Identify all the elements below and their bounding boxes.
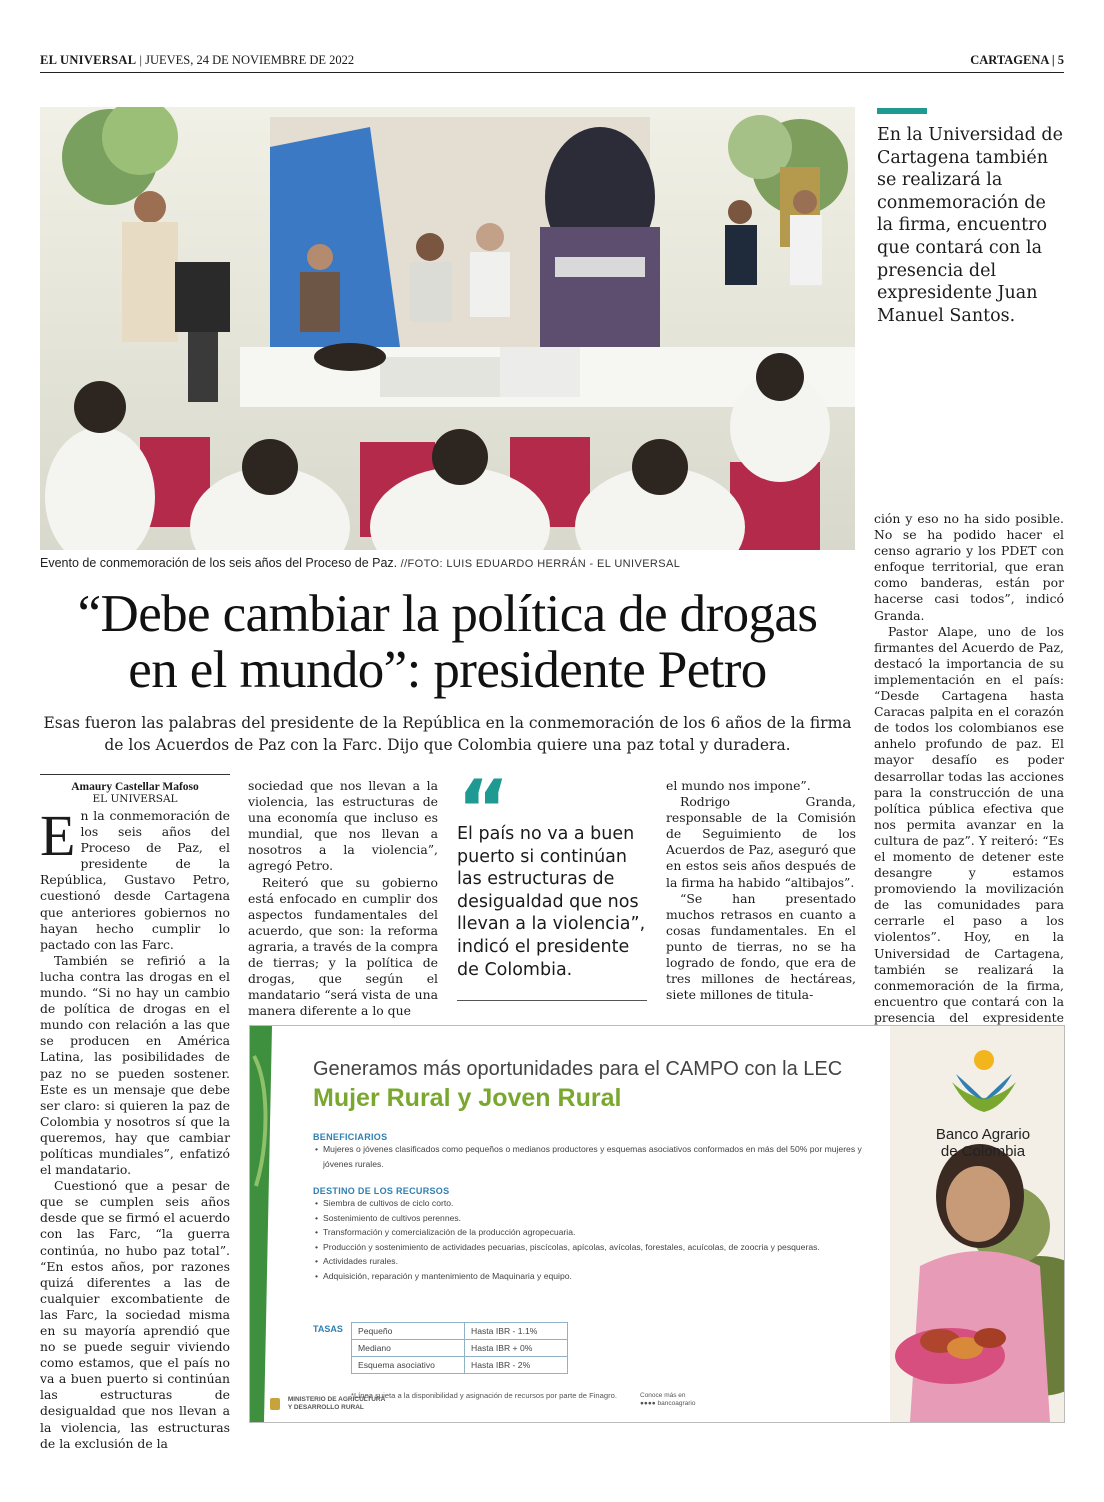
list-item: • Adquisición, reparación y mantenimiento de Maquinaria y equipo.: [323, 1269, 883, 1284]
ministry-credit: MINISTERIO DE AGRICULTURA Y DESARROLLO RURAL: [270, 1396, 385, 1411]
table-row: Mediano Hasta IBR + 0%: [352, 1340, 568, 1357]
headline: “Debe cambiar la política de drogas en el mundo”: presidente Petro: [77, 585, 818, 699]
author-org: EL UNIVERSAL: [92, 793, 178, 805]
issue-date: JUEVES, 24 DE NOVIEMBRE DE 2022: [145, 53, 355, 67]
pull-quote-rule: [457, 1000, 647, 1001]
ad-destino: DESTINO DE LOS RECURSOS • Siembra de cultivos de ciclo corto. • Sostenimiento de cultivos perennes. • Transformación y comercialización de la producción agropecuaria. • Producción y sostenimiento de actividades pecuarias, piscícolas, apícolas, avícolas, forestales, acuícolas, de zoocria y pesqueras. • Actividades rurales. • Adquisición, reparación y mantenimiento de Maquinaria y equipo.: [313, 1186, 883, 1283]
list-item: • Actividades rurales.: [323, 1254, 883, 1269]
masthead: EL UNIVERSAL | JUEVES, 24 DE NOVIEMBRE DE 2022: [40, 53, 355, 67]
ad-subtitle: Mujer Rural y Joven Rural: [313, 1084, 622, 1112]
ad-title: Generamos más oportunidades para el CAMPO con la LEC: [313, 1058, 843, 1080]
paper-name: EL UNIVERSAL: [40, 53, 137, 67]
list-item: • Producción y sostenimiento de actividades pecuarias, piscícolas, apícolas, avícolas, forestales, acuícolas, de zoocria y pesqueras.: [323, 1240, 883, 1255]
body-column-4: [666, 778, 856, 1003]
page-number: 5: [1057, 53, 1064, 67]
body-column-2: [248, 778, 438, 1019]
bank-name: Banco Agrario de Colombia: [935, 1126, 1031, 1160]
photo-caption: Evento de conmemoración de los seis años del Proceso de Paz. //FOTO: LUIS EDUARDO HERRÁN - EL UNIVERSAL: [40, 556, 681, 570]
section-label: CARTAGENA | 5: [970, 53, 1064, 67]
social-icons: ●●●●: [640, 1400, 656, 1407]
list-item: • Mujeres o jóvenes clasificados como pequeños o medianos productores y esquemas asociativos conformados en más del 50% por mujeres y jóvenes rurales.: [323, 1142, 873, 1171]
pull-quote: El país no va a buen puerto si continúan las estructuras de desigualdad que nos llevan a la violencia”, indicó el presidente de Colombia.: [457, 824, 646, 980]
paragraph: Rodrigo Granda, responsable de la Comisión de Seguimiento de los Acuerdos de Paz, aseguró que en estos seis años después de la firma ha habido “altibajos”.: [666, 794, 856, 890]
paragraph: sociedad que nos llevan a la violencia, las estructuras de una economía que incluso es mundial, que nos llevan a nosotros a la violencia”, agregó Petro.: [248, 778, 438, 874]
deck: Esas fueron las palabras del presidente de la República en la conmemoración de los 6 años de la firma de los Acuerdos de Paz con la Farc. Dijo que Colombia quiere una paz total y duradera.: [43, 714, 852, 754]
paragraph: Reiteró que su gobierno está enfocado en cumplir dos aspectos fundamentales del acuerdo, que son: la reforma agraria, a través de la compra de tierras; y la política de drogas, que según el mandatario “será vista de una manera diferente a lo que: [248, 874, 438, 1019]
drop-cap: E: [40, 803, 76, 868]
side-quote: En la Universidad de Cartagena también se realizará la conmemoración de la firma, encuentro que contará con la presencia del expresidente Juan Manuel Santos.: [877, 125, 1063, 326]
table-row: Esquema asociativo Hasta IBR - 2%: [352, 1357, 568, 1374]
coat-of-arms-icon: [270, 1398, 280, 1410]
tasas-label: TASAS: [313, 1324, 343, 1334]
paragraph: En la conmemoración de los seis años del Proceso de Paz, el presidente de la República, Gustavo Petro, cuestionó desde Cartagena que anteriores gobiernos no hayan hecho cumplir lo pactado con las Farc.: [40, 803, 230, 952]
paragraph: ción y eso no ha sido posible. No se ha podido hacer el censo agrario y los PDET con enfoque territorial, que eran como banderas, están por hacerse casi todos”, indicó Granda.: [874, 511, 1064, 623]
header-rule: [40, 72, 1064, 73]
quote-mark-icon: “: [457, 763, 510, 856]
list-item: • Siembra de cultivos de ciclo corto.: [323, 1196, 883, 1211]
ad-social-links: Conoce más en ●●●● bancoagrario: [640, 1392, 696, 1407]
table-row: Pequeño Hasta IBR - 1.1%: [352, 1323, 568, 1340]
paragraph: Pastor Alape, uno de los firmantes del Acuerdo de Paz, destacó la importancia de su implementación en el país: “Desde Cartagena hasta Caracas palpita en el corazón de todos los colombianos ese anhelo profundo de paz. El mayor desafío es poder desarrollar todas las acciones para la construcción de una política pública efectiva que nos permita avanzar en la cultura de paz”. Y reiteró: “Es el momento de detener este desangre y estamos promoviendo la movilización de las comunidades para cerrarle el paso a los violentos”. Hoy, en la Universidad de Cartagena, también se realizará la conmemoración de la firma, encuentro que contará con la presencia del expresidente: [874, 623, 1064, 1025]
banco-agrario-ad: [249, 1025, 1065, 1423]
event-photo: [40, 107, 855, 550]
paragraph: “Se han presentado muchos retrasos en cuanto a cosas fundamentales. En el punto de tierras, no se ha logrado de fondo, que era de tres millones de hectáreas, siete millones de titula-: [666, 890, 856, 1003]
body-column-5: [874, 511, 1064, 1042]
photo-credit: //FOTO: LUIS EDUARDO HERRÁN - EL UNIVERSAL: [400, 558, 681, 570]
author-name: Amaury Castellar Mafoso: [71, 781, 199, 793]
paragraph: el mundo nos impone”.: [666, 778, 811, 793]
paragraph: Cuestionó que a pesar de que se cumplen seis años desde que se firmó el acuerdo con las Farc, “la guerra continúa, no hubo paz total”. “En estos años, por razones quizá diferentes a las de cualquier excombatiente de las Farc, la sociedad misma en su mayoría aprendió que no se puede seguir viviendo como estamos, que el país no va a buen puerto si continúan las estructuras de desigualdad que nos llevan a la violencia, las estructuras de la exclusión de la: [40, 1178, 230, 1451]
list-item: • Sostenimiento de cultivos perennes.: [323, 1211, 883, 1226]
banco-agrario-logo-icon: [946, 1046, 1022, 1122]
body-column-1: [40, 803, 230, 1452]
ad-disclaimer: *Línea sujeta a la disponibilidad y asignación de recursos por parte de Finagro.: [351, 1391, 617, 1400]
byline: [40, 781, 230, 805]
tasas-table: [351, 1322, 568, 1374]
byline-rule: [40, 774, 230, 775]
event-photo-illustration: [40, 107, 855, 550]
ad-beneficiarios: BENEFICIARIOS • Mujeres o jóvenes clasificados como pequeños o medianos productores y esquemas asociativos conformados en más del 50% por mujeres y jóvenes rurales.: [313, 1132, 873, 1171]
side-quote-accent: [877, 108, 927, 114]
paragraph: También se refirió a la lucha contra las drogas en el mundo. “Si no hay un cambio de política de drogas en el mundo con relación a las que se producen en América Latina, las posibilidades de paz no se pueden sostener. Este es un mensaje que debe ser claro: si quieren la paz de Colombia y nosotros sí que la queremos, hay que cambiar políticas mundiales”, enfatizó el mandatario.: [40, 952, 230, 1178]
list-item: • Transformación y comercialización de la producción agropecuaria.: [323, 1225, 883, 1240]
